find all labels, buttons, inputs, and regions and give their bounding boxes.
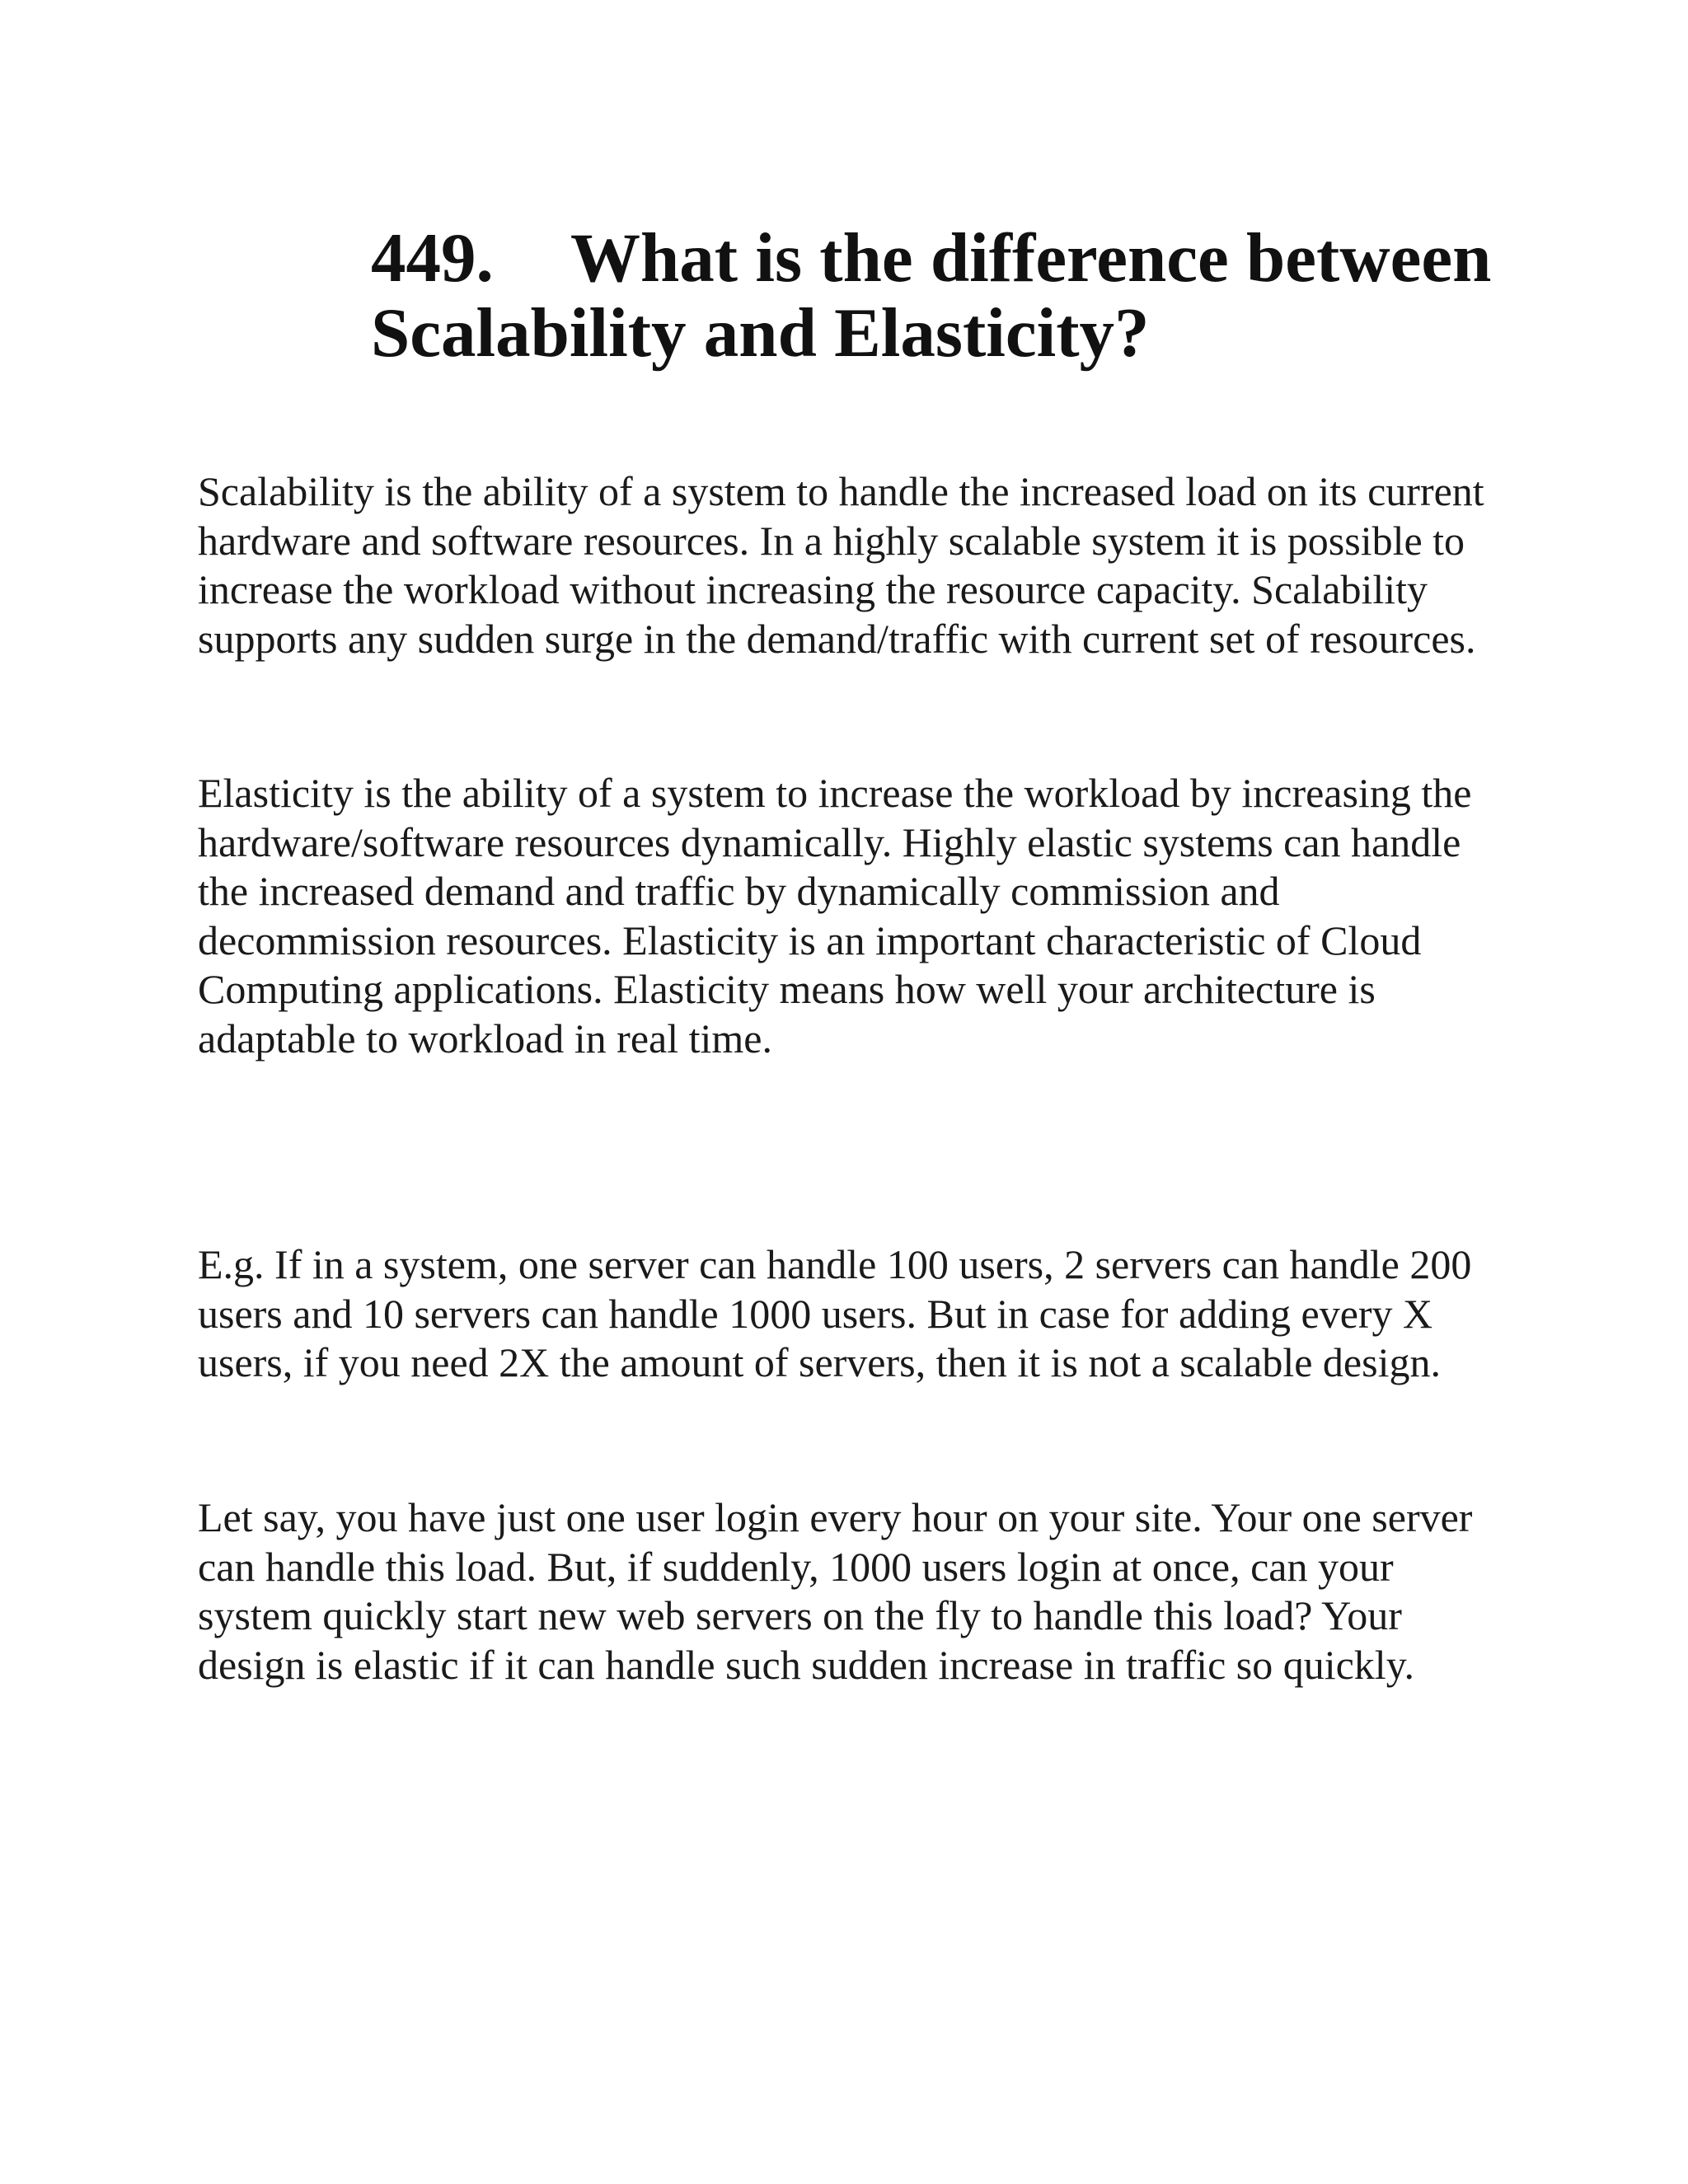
paragraph-line: the increased demand and traffic by dynamically commission and bbox=[198, 868, 1280, 914]
paragraph-line: Computing applications. Elasticity means how well your architecture is bbox=[198, 966, 1376, 1012]
paragraph-line: Elasticity is the ability of a system to increase the workload by increasing the bbox=[198, 770, 1472, 816]
paragraph-example bbox=[198, 1240, 1533, 1388]
paragraph-line: hardware/software resources dynamically. Highly elastic systems can handle bbox=[198, 818, 1461, 865]
paragraph-login-example bbox=[198, 1493, 1533, 1690]
question-title-line-1: What is the difference between bbox=[570, 219, 1492, 297]
question-heading bbox=[371, 221, 1525, 371]
paragraph-line: Let say, you have just one user login every hour on your site. Your one server bbox=[198, 1494, 1473, 1540]
paragraph-line: hardware and software resources. In a highly scalable system it is possible to bbox=[198, 517, 1465, 564]
paragraph-line: E.g. If in a system, one server can handle 100 users, 2 servers can handle 200 bbox=[198, 1241, 1472, 1287]
paragraph-line: users and 10 servers can handle 1000 users. But in case for adding every X bbox=[198, 1290, 1433, 1337]
paragraph-line: users, if you need 2X the amount of servers, then it is not a scalable design. bbox=[198, 1339, 1441, 1385]
paragraph-line: system quickly start new web servers on the fly to handle this load? Your bbox=[198, 1592, 1402, 1638]
heading-line-1 bbox=[371, 221, 1525, 296]
paragraph-elasticity bbox=[198, 769, 1533, 1063]
paragraph-scalability bbox=[198, 467, 1533, 663]
paragraph-line: can handle this load. But, if suddenly, 1000 users login at once, can your bbox=[198, 1543, 1394, 1590]
paragraph-line: supports any sudden surge in the demand/traffic with current set of resources. bbox=[198, 615, 1476, 662]
paragraph-line: Scalability is the ability of a system to handle the increased load on its current bbox=[198, 468, 1484, 514]
paragraph-line: increase the workload without increasing the resource capacity. Scalability bbox=[198, 566, 1428, 612]
question-number: 449. bbox=[371, 219, 494, 297]
paragraph-line: adaptable to workload in real time. bbox=[198, 1015, 772, 1062]
paragraph-line: design is elastic if it can handle such sudden increase in traffic so quickly. bbox=[198, 1641, 1414, 1688]
question-title-line-2: Scalability and Elasticity? bbox=[371, 294, 1150, 372]
paragraph-line: decommission resources. Elasticity is an important characteristic of Cloud bbox=[198, 916, 1422, 963]
